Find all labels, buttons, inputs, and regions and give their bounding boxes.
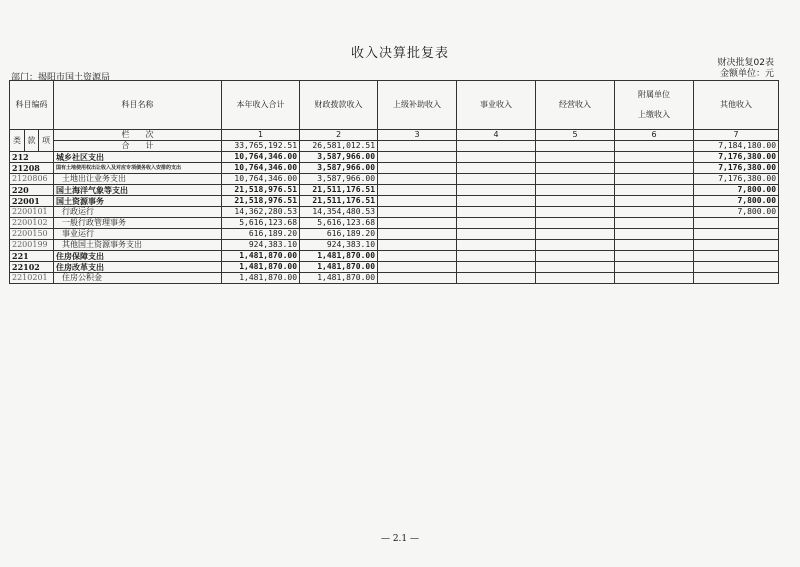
row-v4 <box>457 218 536 229</box>
table-row <box>10 207 779 218</box>
row-v2: 14,354,480.53 <box>300 207 378 218</box>
row-v5 <box>536 185 615 196</box>
total-v4 <box>457 141 536 152</box>
row-v2: 3,587,966.00 <box>300 174 378 185</box>
column-number-row <box>10 130 779 141</box>
row-code: 2200101 <box>10 207 54 218</box>
row-v1: 1,481,870.00 <box>222 262 300 273</box>
row-v3 <box>378 185 457 196</box>
col-num-3: 3 <box>378 130 457 141</box>
header-col-6 <box>615 81 694 130</box>
row-v3 <box>378 163 457 174</box>
row-v7: 7,176,380.00 <box>694 163 779 174</box>
row-v6 <box>615 229 694 240</box>
row-name: 住房保障支出 <box>54 251 222 262</box>
table-row <box>10 229 779 240</box>
row-v6 <box>615 262 694 273</box>
row-code: 2210201 <box>10 273 54 284</box>
table-row <box>10 196 779 207</box>
page-title: 收入决算批复表 <box>350 46 449 61</box>
row-v7 <box>694 218 779 229</box>
row-v3 <box>378 251 457 262</box>
row-v7: 7,800.00 <box>694 207 779 218</box>
col-num-7: 7 <box>694 130 779 141</box>
department-label: 部门：揭阳市国土资源局 <box>11 73 111 83</box>
row-code: 220 <box>10 185 54 196</box>
row-v2: 5,616,123.68 <box>300 218 378 229</box>
row-name: 国土海洋气象等支出 <box>54 185 222 196</box>
header-col-3: 上级补助收入 <box>378 81 457 130</box>
total-label: 合 计 <box>54 141 222 152</box>
row-name: 住房改革支出 <box>54 262 222 273</box>
row-v4 <box>457 152 536 163</box>
row-v5 <box>536 251 615 262</box>
row-v7 <box>694 229 779 240</box>
total-v2: 26,581,012.51 <box>300 141 378 152</box>
row-v6 <box>615 174 694 185</box>
row-v3 <box>378 152 457 163</box>
row-code: 22102 <box>10 262 54 273</box>
row-v2: 21,511,176.51 <box>300 196 378 207</box>
row-v1: 21,518,976.51 <box>222 196 300 207</box>
header-xiang: 项 <box>39 130 54 152</box>
row-code: 21208 <box>10 163 54 174</box>
row-v6 <box>615 273 694 284</box>
row-v4 <box>457 163 536 174</box>
total-v6 <box>615 141 694 152</box>
col-num-2: 2 <box>300 130 378 141</box>
row-v6 <box>615 152 694 163</box>
row-v6 <box>615 163 694 174</box>
row-name: 土地出让业务支出 <box>54 174 222 185</box>
row-v1: 21,518,976.51 <box>222 185 300 196</box>
table-row <box>10 262 779 273</box>
row-v7 <box>694 273 779 284</box>
row-v3 <box>378 240 457 251</box>
row-name: 住房公积金 <box>54 273 222 284</box>
row-v6 <box>615 196 694 207</box>
table-row <box>10 174 779 185</box>
header-row <box>10 81 779 130</box>
page-number: — 2.1 — <box>380 534 420 544</box>
row-v3 <box>378 262 457 273</box>
row-code: 2200199 <box>10 240 54 251</box>
total-v7: 7,184,180.00 <box>694 141 779 152</box>
header-col-1: 本年收入合计 <box>222 81 300 130</box>
row-v1: 10,764,346.00 <box>222 152 300 163</box>
header-col-6-line1: 附属单位 <box>638 90 671 99</box>
row-v5 <box>536 207 615 218</box>
table-row <box>10 185 779 196</box>
row-code: 2120806 <box>10 174 54 185</box>
row-v7: 7,800.00 <box>694 185 779 196</box>
row-v6 <box>615 207 694 218</box>
header-col-6-line2: 上缴收入 <box>638 110 671 119</box>
row-v1: 10,764,346.00 <box>222 163 300 174</box>
row-v1: 1,481,870.00 <box>222 273 300 284</box>
row-v2: 1,481,870.00 <box>300 262 378 273</box>
col-num-5: 5 <box>536 130 615 141</box>
row-v2: 1,481,870.00 <box>300 273 378 284</box>
row-v4 <box>457 196 536 207</box>
row-v2: 616,189.20 <box>300 229 378 240</box>
col-num-1: 1 <box>222 130 300 141</box>
row-v2: 3,587,966.00 <box>300 152 378 163</box>
row-v1: 5,616,123.68 <box>222 218 300 229</box>
row-v1: 14,362,280.53 <box>222 207 300 218</box>
total-v3 <box>378 141 457 152</box>
row-v6 <box>615 240 694 251</box>
row-v3 <box>378 196 457 207</box>
header-col-7: 其他收入 <box>694 81 779 130</box>
row-name: 行政运行 <box>54 207 222 218</box>
row-v1: 616,189.20 <box>222 229 300 240</box>
row-v4 <box>457 262 536 273</box>
income-table <box>9 80 779 284</box>
row-v5 <box>536 196 615 207</box>
form-number: 财决批复02表 <box>717 58 774 68</box>
header-name: 科目名称 <box>54 81 222 130</box>
row-v7: 7,800.00 <box>694 196 779 207</box>
row-name: 事业运行 <box>54 229 222 240</box>
lanci-label: 栏 次 <box>54 130 222 141</box>
row-code: 22001 <box>10 196 54 207</box>
header-col-5: 经营收入 <box>536 81 615 130</box>
row-v7: 7,176,380.00 <box>694 152 779 163</box>
row-v5 <box>536 174 615 185</box>
row-code: 221 <box>10 251 54 262</box>
row-code: 2200102 <box>10 218 54 229</box>
row-v3 <box>378 218 457 229</box>
row-v4 <box>457 174 536 185</box>
row-name: 一般行政管理事务 <box>54 218 222 229</box>
form-info <box>718 58 774 80</box>
row-v4 <box>457 240 536 251</box>
row-v4 <box>457 229 536 240</box>
row-v1: 10,764,346.00 <box>222 174 300 185</box>
row-name: 城乡社区支出 <box>54 152 222 163</box>
row-v3 <box>378 229 457 240</box>
row-code: 212 <box>10 152 54 163</box>
total-v5 <box>536 141 615 152</box>
row-v3 <box>378 273 457 284</box>
row-v7: 7,176,380.00 <box>694 174 779 185</box>
row-v5 <box>536 240 615 251</box>
row-v5 <box>536 273 615 284</box>
row-v6 <box>615 218 694 229</box>
row-v6 <box>615 251 694 262</box>
header-col-2: 财政拨款收入 <box>300 81 378 130</box>
table-row <box>10 152 779 163</box>
row-v4 <box>457 251 536 262</box>
header-code: 科目编码 <box>10 81 54 130</box>
row-v5 <box>536 229 615 240</box>
row-v6 <box>615 185 694 196</box>
amount-unit: 金额单位：元 <box>719 69 774 79</box>
row-v1: 1,481,870.00 <box>222 251 300 262</box>
row-v2: 3,587,966.00 <box>300 163 378 174</box>
row-v7 <box>694 240 779 251</box>
total-v1: 33,765,192.51 <box>222 141 300 152</box>
row-code: 2200150 <box>10 229 54 240</box>
row-v2: 924,383.10 <box>300 240 378 251</box>
row-v5 <box>536 152 615 163</box>
total-row <box>10 141 779 152</box>
header-kuan: 款 <box>25 130 39 152</box>
row-v2: 1,481,870.00 <box>300 251 378 262</box>
col-num-6: 6 <box>615 130 694 141</box>
row-v5 <box>536 163 615 174</box>
row-v3 <box>378 207 457 218</box>
row-name: 国有土地使用权出让收入及对应专项债务收入安排的支出 <box>54 163 222 174</box>
row-v4 <box>457 185 536 196</box>
table-row <box>10 218 779 229</box>
row-v4 <box>457 207 536 218</box>
row-v5 <box>536 262 615 273</box>
row-v2: 21,511,176.51 <box>300 185 378 196</box>
row-name: 其他国土资源事务支出 <box>54 240 222 251</box>
col-num-4: 4 <box>457 130 536 141</box>
table-row <box>10 251 779 262</box>
row-v4 <box>457 273 536 284</box>
table-row <box>10 240 779 251</box>
table-row <box>10 273 779 284</box>
table-row <box>10 163 779 174</box>
header-col-4: 事业收入 <box>457 81 536 130</box>
row-name: 国土资源事务 <box>54 196 222 207</box>
row-v1: 924,383.10 <box>222 240 300 251</box>
row-v3 <box>378 174 457 185</box>
header-lei: 类 <box>10 130 25 152</box>
row-v7 <box>694 251 779 262</box>
row-v5 <box>536 218 615 229</box>
row-v7 <box>694 262 779 273</box>
